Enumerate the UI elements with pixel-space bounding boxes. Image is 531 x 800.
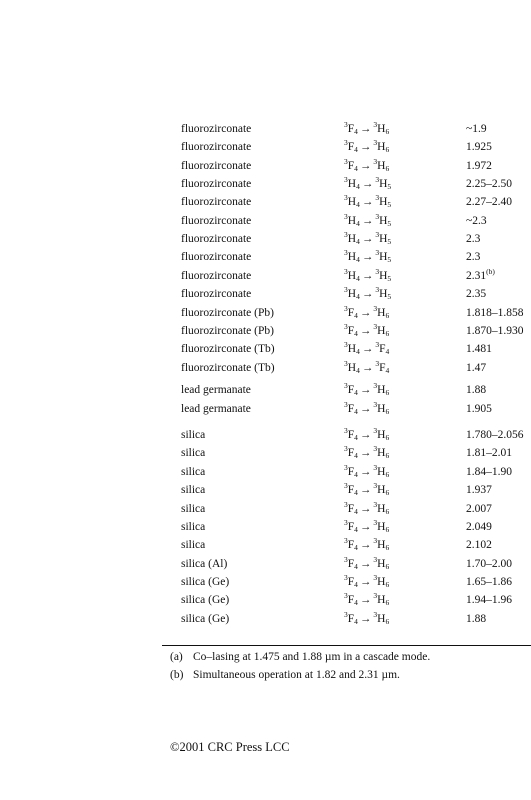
right-arrow-icon: → <box>361 251 374 264</box>
lower-level: $^3F_4$ <box>375 340 390 357</box>
lower-level: $^3H_6$ <box>373 517 390 534</box>
transition <box>344 554 390 571</box>
upper-level: $^3F_4$ <box>344 481 358 498</box>
transition <box>344 609 390 626</box>
wavelength-um: 1.481 <box>466 343 492 356</box>
lower-level: $^3H_6$ <box>373 499 390 516</box>
host-glass: silica <box>181 465 206 478</box>
right-arrow-icon: → <box>359 484 372 497</box>
transition <box>344 483 389 497</box>
lower-level: $^3H_6$ <box>373 399 390 416</box>
wavelength-um: 2.007 <box>466 502 492 515</box>
host-glass: silica <box>181 484 206 497</box>
upper-level: $^3F_4$ <box>344 462 358 479</box>
transition <box>344 122 389 136</box>
right-arrow-icon: → <box>359 612 372 625</box>
transition <box>344 538 389 552</box>
lower-level: $^3H_6$ <box>373 462 390 479</box>
footnote-a-text: Co–lasing at 1.475 and 1.88 µm in a cascade mode. <box>193 651 431 663</box>
table-row <box>0 250 531 268</box>
right-arrow-icon: → <box>361 361 374 374</box>
copyright-notice: ©2001 CRC Press LCC <box>170 740 290 754</box>
host-glass: lead germanate <box>181 402 251 415</box>
table-row <box>0 211 531 232</box>
transition <box>344 593 389 607</box>
wavelength-um: 1.94–1.96 <box>466 594 512 607</box>
upper-level: $^3F_4$ <box>344 138 358 155</box>
table-row <box>0 358 531 379</box>
lower-level: $^3H_6$ <box>373 481 390 498</box>
wavelength-um: 2.3 <box>466 251 481 264</box>
right-arrow-icon: → <box>361 288 374 301</box>
lower-level: $^3H_6$ <box>373 381 390 398</box>
lower-level: $^3H_6$ <box>373 591 390 608</box>
upper-level: $^3H_4$ <box>344 230 360 247</box>
upper-level: $^3F_4$ <box>344 426 358 443</box>
lower-level: $^3H_6$ <box>373 156 390 173</box>
right-arrow-icon: → <box>359 465 372 478</box>
table-row <box>0 446 531 464</box>
upper-level: $^3F_4$ <box>344 554 358 571</box>
wavelength-um: 1.972 <box>466 159 492 172</box>
host-glass: silica (Ge) <box>181 594 230 607</box>
lower-level: $^3H_6$ <box>373 609 390 626</box>
upper-level: $^3F_4$ <box>344 399 358 416</box>
host-glass: fluorozirconate <box>181 159 252 172</box>
lower-level: $^3H_6$ <box>373 426 390 443</box>
right-arrow-icon: → <box>359 539 372 552</box>
transition <box>344 177 391 191</box>
upper-level: $^3H_4$ <box>344 266 360 283</box>
host-glass: fluorozirconate (Pb) <box>181 306 274 319</box>
host-glass: fluorozirconate <box>181 123 252 135</box>
wavelength-um: 1.870–1.930 <box>466 324 524 337</box>
lower-level: $^3H_6$ <box>373 303 390 320</box>
table-row <box>0 321 531 342</box>
table-row <box>0 266 531 287</box>
host-glass: fluorozirconate <box>181 288 252 301</box>
right-arrow-icon: → <box>361 269 374 282</box>
table-row <box>0 195 531 213</box>
host-glass: fluorozirconate <box>181 196 252 209</box>
right-arrow-icon: → <box>359 324 372 337</box>
upper-level: $^3F_4$ <box>344 381 358 398</box>
wavelength-um: 1.65–1.86 <box>466 575 512 588</box>
lower-level: $^3H_6$ <box>373 120 390 136</box>
right-arrow-icon: → <box>359 159 372 172</box>
transition <box>344 383 389 397</box>
upper-level: $^3F_4$ <box>344 536 358 553</box>
right-arrow-icon: → <box>359 575 372 588</box>
lower-level: $^3H_6$ <box>373 536 390 553</box>
right-arrow-icon: → <box>359 384 372 397</box>
upper-level: $^3H_4$ <box>344 211 360 228</box>
host-glass: silica <box>181 502 206 515</box>
wavelength-um: 2.102 <box>466 539 492 552</box>
table-row <box>0 122 531 140</box>
table-row <box>0 483 531 501</box>
right-arrow-icon: → <box>361 343 374 356</box>
transition <box>344 399 390 416</box>
transition <box>344 428 389 442</box>
table-bottom-rule <box>162 645 531 646</box>
upper-level: $^3F_4$ <box>344 572 358 589</box>
footnote-b-text: Simultaneous operation at 1.82 and 2.31 µm. <box>193 669 400 681</box>
transition <box>344 446 389 460</box>
upper-level: $^3H_4$ <box>344 340 360 357</box>
lower-level: $^3H_5$ <box>375 193 392 210</box>
table-row <box>0 287 531 305</box>
wavelength-um: 1.47 <box>466 361 487 374</box>
host-glass: silica (Al) <box>181 557 228 570</box>
wavelength-um: 2.25–2.50 <box>466 178 512 191</box>
wavelength-um: 2.31$^{(b)}$ <box>466 266 495 282</box>
wavelength-um: 2.049 <box>466 520 492 533</box>
lower-level: $^3H_6$ <box>373 572 390 589</box>
upper-level: $^3F_4$ <box>344 156 358 173</box>
host-glass: silica (Ge) <box>181 575 230 588</box>
wavelength-um: 1.905 <box>466 402 492 415</box>
lower-level: $^3H_6$ <box>373 138 390 155</box>
right-arrow-icon: → <box>361 178 374 191</box>
right-arrow-icon: → <box>359 502 372 515</box>
upper-level: $^3F_4$ <box>344 444 358 461</box>
wavelength-um: 1.818–1.858 <box>466 306 524 319</box>
upper-level: $^3F_4$ <box>344 499 358 516</box>
host-glass: fluorozirconate <box>181 214 252 227</box>
transition <box>344 321 390 338</box>
footnote-b-label: (b) <box>170 669 184 681</box>
right-arrow-icon: → <box>359 306 372 319</box>
upper-level: $^3H_4$ <box>344 175 360 192</box>
right-arrow-icon: → <box>359 520 372 533</box>
footnote-a-label: (a) <box>170 651 183 663</box>
host-glass: fluorozirconate <box>181 269 252 282</box>
transition <box>344 499 390 516</box>
lower-level: $^3H_6$ <box>373 444 390 461</box>
right-arrow-icon: → <box>359 402 372 415</box>
lower-level: $^3H_5$ <box>375 248 392 265</box>
transition <box>344 358 390 375</box>
wavelength-um: 1.84–1.90 <box>466 465 512 478</box>
lower-level: $^3H_6$ <box>373 321 390 338</box>
right-arrow-icon: → <box>359 123 372 135</box>
table-row <box>0 383 531 401</box>
host-glass: fluorozirconate <box>181 233 252 246</box>
wavelength-um: 1.937 <box>466 484 492 497</box>
host-glass: silica (Ge) <box>181 612 230 625</box>
table-row <box>0 399 531 420</box>
transition <box>344 287 391 301</box>
table-row <box>0 156 531 177</box>
upper-level: $^3F_4$ <box>344 517 358 534</box>
transition <box>344 156 390 173</box>
wavelength-um: 1.81–2.01 <box>466 447 512 460</box>
wavelength-um: 2.35 <box>466 288 487 301</box>
host-glass: fluorozirconate (Tb) <box>181 343 275 356</box>
wavelength-um: 1.88 <box>466 612 487 625</box>
upper-level: $^3F_4$ <box>344 303 358 320</box>
table-row <box>0 499 531 520</box>
upper-level: $^3H_4$ <box>344 285 360 302</box>
footnote-marker: (b) <box>486 266 495 276</box>
right-arrow-icon: → <box>359 557 372 570</box>
wavelength-um: ~2.3 <box>466 214 487 227</box>
host-glass: lead germanate <box>181 384 251 397</box>
transition <box>344 232 391 246</box>
right-arrow-icon: → <box>359 447 372 460</box>
wavelength-um: 2.27–2.40 <box>466 196 512 209</box>
lower-level: $^3H_5$ <box>375 230 392 247</box>
right-arrow-icon: → <box>359 141 372 154</box>
host-glass: silica <box>181 429 206 442</box>
transition <box>344 195 391 209</box>
wavelength-um: 1.780–2.056 <box>466 429 524 442</box>
wavelength-um: ~1.9 <box>466 123 487 135</box>
lower-level: $^3H_5$ <box>375 211 392 228</box>
table-row <box>0 303 531 324</box>
wavelength-um: 1.70–2.00 <box>466 557 512 570</box>
transition <box>344 462 390 479</box>
transition <box>344 303 390 320</box>
right-arrow-icon: → <box>359 429 372 442</box>
table-row <box>0 593 531 611</box>
upper-level: $^3F_4$ <box>344 609 358 626</box>
host-glass: fluorozirconate <box>181 251 252 264</box>
table-row <box>0 538 531 556</box>
upper-level: $^3F_4$ <box>344 321 358 338</box>
transition <box>344 572 390 589</box>
lower-level: $^3H_5$ <box>375 285 392 302</box>
transition <box>344 250 391 264</box>
host-glass: silica <box>181 539 206 552</box>
upper-level: $^3F_4$ <box>344 591 358 608</box>
transition <box>344 342 389 356</box>
table-row <box>0 342 531 360</box>
lower-level: $^3H_6$ <box>373 554 390 571</box>
lower-level: $^3F_4$ <box>375 358 390 375</box>
transition <box>344 266 392 283</box>
upper-level: $^3H_4$ <box>344 248 360 265</box>
lower-level: $^3H_5$ <box>375 266 392 283</box>
table-row <box>0 572 531 593</box>
right-arrow-icon: → <box>361 196 374 209</box>
wavelength-um: 1.925 <box>466 141 492 154</box>
host-glass: fluorozirconate <box>181 178 252 191</box>
host-glass: fluorozirconate (Tb) <box>181 361 275 374</box>
lower-level: $^3H_5$ <box>375 175 392 192</box>
wavelength-um: 1.88 <box>466 384 487 397</box>
table-row <box>0 177 531 195</box>
upper-level: $^3F_4$ <box>344 120 358 136</box>
right-arrow-icon: → <box>361 233 374 246</box>
table-row <box>0 428 531 446</box>
host-glass: silica <box>181 520 206 533</box>
transition <box>344 140 389 154</box>
transition <box>344 517 390 534</box>
wavelength-um: 2.3 <box>466 233 481 246</box>
table-row <box>0 609 531 630</box>
table-row <box>0 232 531 250</box>
host-glass: silica <box>181 447 206 460</box>
right-arrow-icon: → <box>361 214 374 227</box>
upper-level: $^3H_4$ <box>344 193 360 210</box>
right-arrow-icon: → <box>359 594 372 607</box>
host-glass: fluorozirconate (Pb) <box>181 324 274 337</box>
table-row <box>0 462 531 483</box>
transition <box>344 211 392 228</box>
table-row <box>0 517 531 538</box>
table-row <box>0 554 531 575</box>
upper-level: $^3H_4$ <box>344 358 360 375</box>
table-row <box>0 140 531 158</box>
host-glass: fluorozirconate <box>181 141 252 154</box>
